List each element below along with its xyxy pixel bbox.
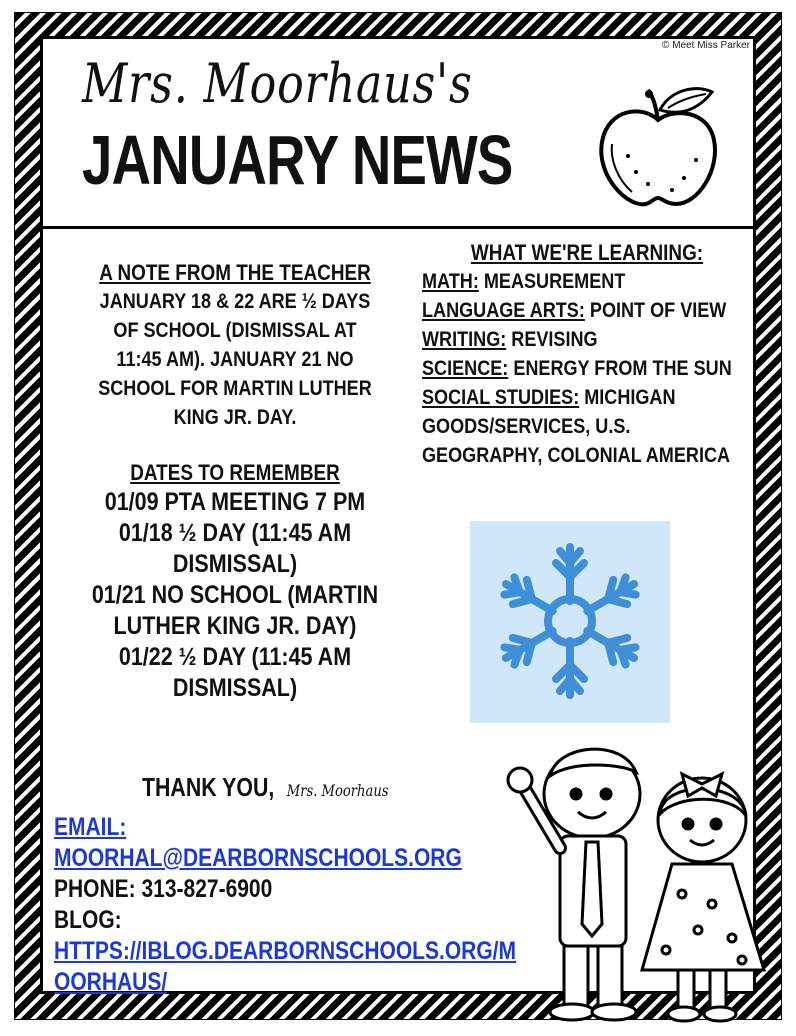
subject-language-arts xyxy=(422,296,752,325)
date-item: 01/21 NO SCHOOL (MARTIN xyxy=(91,581,379,609)
teacher-name-title: Mrs. Moorhaus's xyxy=(82,52,473,115)
subject-label: SOCIAL STUDIES: xyxy=(422,386,580,409)
right-column xyxy=(422,238,752,470)
apple-icon xyxy=(588,80,728,220)
subject-text: MICHIGAN GOODS/SERVICES, U.S. GEOGRAPHY, COLONIAL AMERICA xyxy=(422,386,731,467)
date-item: DISMISSAL) xyxy=(172,674,298,702)
date-item: LUTHER KING JR. DAY) xyxy=(113,612,357,640)
note-line: JANUARY 18 & 22 ARE ½ DAYS xyxy=(99,290,371,313)
subject-text: POINT OF VIEW xyxy=(584,299,727,322)
subject-text: REVISING xyxy=(506,328,598,351)
dates-section xyxy=(60,458,410,704)
header-divider xyxy=(43,226,753,229)
subject-writing xyxy=(422,325,752,354)
teacher-note-body xyxy=(60,287,410,432)
contact-info xyxy=(54,812,524,998)
subject-text: ENERGY FROM THE SUN xyxy=(508,357,732,380)
snowflake-image xyxy=(470,521,670,723)
date-item: 01/09 PTA MEETING 7 PM xyxy=(104,488,366,516)
phone-number: PHONE: 313-827-6900 xyxy=(54,875,273,903)
signature: Mrs. Moorhaus xyxy=(286,781,389,800)
subject-label: WRITING: xyxy=(422,328,507,351)
subject-text: MEASUREMENT xyxy=(478,270,626,293)
date-item: 01/22 ½ DAY (11:45 AM xyxy=(118,643,352,671)
page-title: JANUARY NEWS xyxy=(82,121,513,199)
subject-math xyxy=(422,267,752,296)
email-label-link[interactable]: EMAIL: xyxy=(54,813,127,841)
copyright-notice: © Meet Miss Parker xyxy=(662,40,750,51)
date-item: 01/18 ½ DAY (11:45 AM xyxy=(118,519,352,547)
snowflake-icon xyxy=(490,541,650,701)
subject-label: SCIENCE: xyxy=(422,357,509,380)
note-line: SCHOOL FOR MARTIN LUTHER xyxy=(98,377,372,400)
email-link[interactable]: MOORHAL@DEARBORNSCHOOLS.ORG xyxy=(54,844,462,872)
date-item: DISMISSAL) xyxy=(172,550,298,578)
learning-heading: WHAT WE'RE LEARNING: xyxy=(470,240,704,265)
note-line: 11:45 AM). JANUARY 21 NO xyxy=(116,348,354,371)
thank-you-text: THANK YOU, xyxy=(142,772,275,802)
subject-social-studies xyxy=(422,383,752,470)
note-line: OF SCHOOL (DISMISSAL AT xyxy=(113,319,357,342)
blog-label: BLOG: xyxy=(54,906,122,934)
dates-heading: DATES TO REMEMBER xyxy=(130,460,340,485)
subject-label: LANGUAGE ARTS: xyxy=(422,299,585,322)
note-line: KING JR. DAY. xyxy=(173,406,297,429)
blog-link[interactable]: HTTPS://IBLOG.DEARBORNSCHOOLS.ORG/MOORHAUS/ xyxy=(54,937,516,996)
teacher-note-heading: A NOTE FROM THE TEACHER xyxy=(99,260,371,285)
sign-off xyxy=(142,772,389,803)
kids-illustration xyxy=(502,724,782,1024)
left-column xyxy=(60,258,410,704)
subject-label: MATH: xyxy=(422,270,479,293)
subject-science xyxy=(422,354,752,383)
